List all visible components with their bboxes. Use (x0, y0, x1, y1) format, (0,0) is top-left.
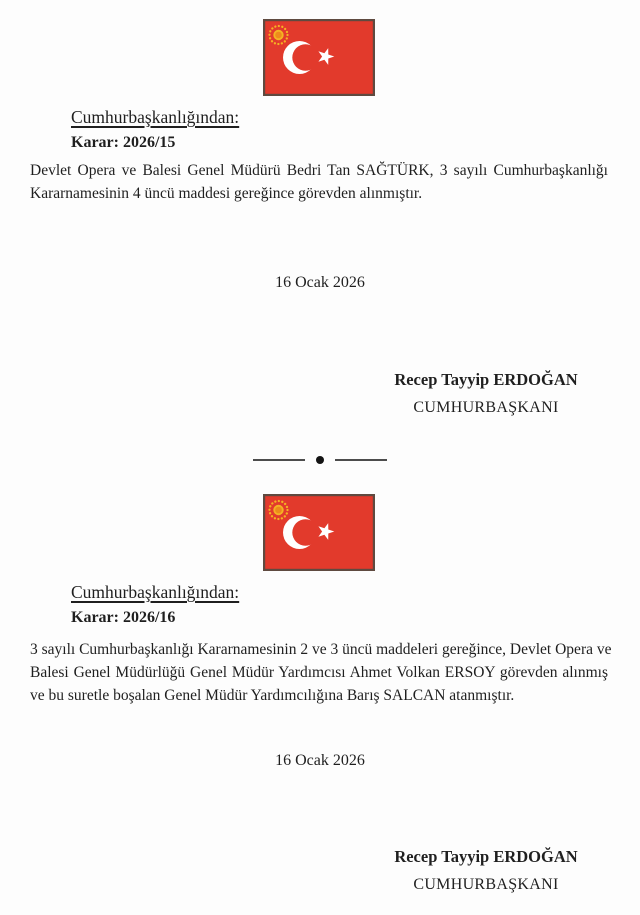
issuing-authority-heading: Cumhurbaşkanlığından: (71, 107, 240, 127)
body-line: Balesi Genel Müdürlüğü Genel Müdür Yardımcısı Ahmet Volkan ERSOY görevden alınmış (30, 664, 608, 681)
signature-block (376, 847, 596, 894)
signature-title: CUMHURBAŞKANI (413, 876, 559, 893)
section-divider (0, 452, 640, 468)
decree-section-2 (0, 475, 640, 915)
body-line: Devlet Opera ve Balesi Genel Müdürü Bedri Tan SAĞTÜRK, 3 sayılı Cumhurbaşkanlığı (30, 162, 608, 179)
decision-number: Karar: 2026/16 (71, 609, 176, 626)
body-line: ve bu suretle boşalan Genel Müdür Yardımcılığına Barış SALCAN atanmıştır. (30, 687, 515, 704)
decision-number: Karar: 2026/15 (71, 134, 176, 151)
decree-section-1 (0, 0, 640, 452)
body-line: 3 sayılı Cumhurbaşkanlığı Kararnamesinin 2 ve 3 üncü maddeleri gereğince, Devlet Opera ve (30, 641, 612, 658)
decree-date: 16 Ocak 2026 (275, 752, 365, 769)
issuing-authority-heading: Cumhurbaşkanlığından: (71, 582, 240, 602)
signature-title: CUMHURBAŞKANI (413, 399, 559, 416)
body-line: Kararnamesinin 4 üncü maddesi gereğince görevden alınmıştır. (30, 185, 423, 202)
signature-block (376, 370, 596, 417)
decree-date: 16 Ocak 2026 (275, 274, 365, 291)
decree-body (30, 159, 608, 205)
divider-dot-icon (316, 456, 324, 464)
divider-line-left (253, 459, 305, 461)
turkish-presidential-flag-icon (263, 19, 375, 96)
divider-line-right (335, 459, 387, 461)
signature-name: Recep Tayyip ERDOĞAN (394, 370, 578, 389)
turkish-presidential-flag-icon (263, 494, 375, 571)
decree-body (30, 638, 612, 707)
signature-name: Recep Tayyip ERDOĞAN (394, 847, 578, 866)
